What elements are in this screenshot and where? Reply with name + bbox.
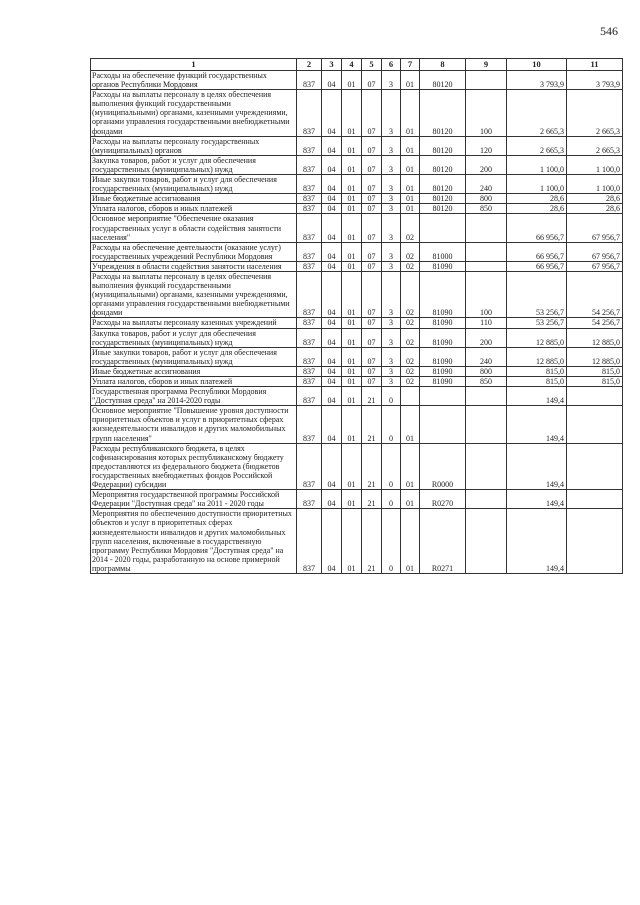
- cell-c9: 120: [466, 136, 507, 155]
- table-row: [91, 214, 623, 242]
- cell-c11: 815,0: [567, 366, 623, 376]
- cell-c4: 01: [342, 347, 362, 366]
- cell-c5: 07: [362, 204, 382, 214]
- table-body: [91, 71, 623, 574]
- cell-c3: 04: [322, 406, 342, 443]
- table-row: [91, 377, 623, 387]
- cell-c7: 02: [401, 318, 420, 328]
- cell-c10: 1 100,0: [507, 175, 567, 194]
- cell-c7: 01: [401, 175, 420, 194]
- table-row: [91, 194, 623, 204]
- cell-c4: 01: [342, 261, 362, 271]
- cell-c7: 02: [401, 347, 420, 366]
- cell-c6: 0: [382, 443, 401, 489]
- cell-c2: 837: [297, 509, 322, 574]
- cell-c8: 80120: [420, 136, 466, 155]
- cell-c8: [420, 214, 466, 242]
- cell-c4: 01: [342, 318, 362, 328]
- cell-c6: 3: [382, 155, 401, 174]
- cell-c4: 01: [342, 387, 362, 406]
- cell-c10: 2 665,3: [507, 90, 567, 136]
- cell-c2: 837: [297, 387, 322, 406]
- table-row: [91, 347, 623, 366]
- cell-c11: 2 665,3: [567, 90, 623, 136]
- cell-c7: 01: [401, 490, 420, 509]
- cell-c6: 3: [382, 261, 401, 271]
- cell-c11: 28,6: [567, 194, 623, 204]
- cell-c7: 01: [401, 90, 420, 136]
- cell-c8: 81090: [420, 261, 466, 271]
- cell-c5: 21: [362, 406, 382, 443]
- cell-c8: 80120: [420, 204, 466, 214]
- cell-c8: 80120: [420, 90, 466, 136]
- cell-c10: 815,0: [507, 366, 567, 376]
- table-row: [91, 271, 623, 317]
- cell-c3: 04: [322, 71, 342, 90]
- cell-c3: 04: [322, 271, 342, 317]
- cell-c11: 54 256,7: [567, 271, 623, 317]
- row-name-cell: Расходы на обеспечение деятельности (оказание услуг) государственных учреждений Республики Мордовия: [91, 242, 297, 261]
- cell-c9: [466, 406, 507, 443]
- column-header-6: 6: [382, 59, 401, 71]
- cell-c11: 2 665,3: [567, 136, 623, 155]
- cell-c4: 01: [342, 90, 362, 136]
- cell-c5: 21: [362, 509, 382, 574]
- row-name-cell: Основное мероприятие "Повышение уровня доступности приоритетных объектов и услуг в приоритетных сферах жизнедеятельности инвалидов и других маломобильных групп населения": [91, 406, 297, 443]
- cell-c3: 04: [322, 194, 342, 204]
- cell-c6: 0: [382, 490, 401, 509]
- cell-c2: 837: [297, 490, 322, 509]
- cell-c9: [466, 261, 507, 271]
- cell-c2: 837: [297, 318, 322, 328]
- cell-c6: 3: [382, 271, 401, 317]
- table-row: [91, 136, 623, 155]
- cell-c8: R0270: [420, 490, 466, 509]
- cell-c5: 07: [362, 136, 382, 155]
- cell-c2: 837: [297, 347, 322, 366]
- cell-c9: 100: [466, 271, 507, 317]
- cell-c7: 01: [401, 155, 420, 174]
- cell-c6: 3: [382, 242, 401, 261]
- column-header-10: 10: [507, 59, 567, 71]
- cell-c5: 07: [362, 194, 382, 204]
- cell-c10: 12 885,0: [507, 347, 567, 366]
- cell-c6: 3: [382, 136, 401, 155]
- cell-c10: 149,4: [507, 490, 567, 509]
- table-row: [91, 242, 623, 261]
- cell-c7: 01: [401, 71, 420, 90]
- cell-c10: 53 256,7: [507, 271, 567, 317]
- cell-c8: [420, 387, 466, 406]
- table-row: [91, 155, 623, 174]
- cell-c10: 3 793,9: [507, 71, 567, 90]
- cell-c8: 81090: [420, 366, 466, 376]
- cell-c10: 12 885,0: [507, 328, 567, 347]
- table-row: [91, 175, 623, 194]
- cell-c5: 07: [362, 214, 382, 242]
- cell-c6: 3: [382, 328, 401, 347]
- cell-c10: 66 956,7: [507, 242, 567, 261]
- cell-c10: 149,4: [507, 509, 567, 574]
- cell-c4: 01: [342, 406, 362, 443]
- cell-c2: 837: [297, 214, 322, 242]
- row-name-cell: Иные бюджетные ассигнования: [91, 366, 297, 376]
- cell-c10: 815,0: [507, 377, 567, 387]
- cell-c4: 01: [342, 155, 362, 174]
- cell-c7: 01: [401, 194, 420, 204]
- table-row: [91, 328, 623, 347]
- cell-c11: 3 793,9: [567, 71, 623, 90]
- cell-c11: [567, 443, 623, 489]
- cell-c11: 815,0: [567, 377, 623, 387]
- cell-c3: 04: [322, 136, 342, 155]
- cell-c11: 67 956,7: [567, 242, 623, 261]
- cell-c5: 07: [362, 318, 382, 328]
- cell-c11: [567, 509, 623, 574]
- cell-c2: 837: [297, 366, 322, 376]
- cell-c5: 07: [362, 242, 382, 261]
- cell-c9: [466, 71, 507, 90]
- cell-c10: 2 665,3: [507, 136, 567, 155]
- table-row: [91, 90, 623, 136]
- cell-c3: 04: [322, 509, 342, 574]
- cell-c3: 04: [322, 347, 342, 366]
- row-name-cell: Иные бюджетные ассигнования: [91, 194, 297, 204]
- cell-c5: 07: [362, 155, 382, 174]
- cell-c4: 01: [342, 377, 362, 387]
- cell-c8: 81000: [420, 242, 466, 261]
- cell-c3: 04: [322, 204, 342, 214]
- cell-c6: 3: [382, 90, 401, 136]
- row-name-cell: Мероприятия по обеспечению доступности приоритетных объектов и услуг в приоритетных сферах жизнедеятельности инвалидов и других маломобильных групп населения, включенные в государственную программу Республики Мордовия "Доступная среда" на 2014 - 2020 годы, разработанную на основе примерной программы: [91, 509, 297, 574]
- cell-c6: 3: [382, 318, 401, 328]
- cell-c7: 02: [401, 366, 420, 376]
- cell-c6: 3: [382, 366, 401, 376]
- cell-c8: [420, 406, 466, 443]
- cell-c5: 07: [362, 328, 382, 347]
- row-name-cell: Расходы на выплаты персоналу казенных учреждений: [91, 318, 297, 328]
- cell-c8: R0000: [420, 443, 466, 489]
- cell-c7: 01: [401, 204, 420, 214]
- cell-c4: 01: [342, 194, 362, 204]
- table-row: [91, 318, 623, 328]
- cell-c10: 1 100,0: [507, 155, 567, 174]
- row-name-cell: Иные закупки товаров, работ и услуг для обеспечения государственных (муниципальных) нужд: [91, 175, 297, 194]
- cell-c2: 837: [297, 443, 322, 489]
- cell-c8: 81090: [420, 328, 466, 347]
- page-number: 546: [600, 24, 618, 38]
- cell-c5: 07: [362, 261, 382, 271]
- table-row: [91, 204, 623, 214]
- cell-c2: 837: [297, 406, 322, 443]
- row-name-cell: Расходы на обеспечение функций государственных органов Республики Мордовия: [91, 71, 297, 90]
- cell-c11: 67 956,7: [567, 261, 623, 271]
- column-header-11: 11: [567, 59, 623, 71]
- cell-c4: 01: [342, 490, 362, 509]
- cell-c3: 04: [322, 387, 342, 406]
- cell-c9: 100: [466, 90, 507, 136]
- cell-c2: 837: [297, 328, 322, 347]
- row-name-cell: Расходы республиканского бюджета, в целях софинансирования которых республиканскому бюджету предоставляются из федерального бюджета (бюджетов государственных внебюджетных фондов Российской Федерации) субсидии: [91, 443, 297, 489]
- cell-c7: 01: [401, 443, 420, 489]
- table-row: [91, 509, 623, 574]
- cell-c4: 01: [342, 366, 362, 376]
- cell-c9: [466, 490, 507, 509]
- cell-c3: 04: [322, 242, 342, 261]
- row-name-cell: Расходы на выплаты персоналу в целях обеспечения выполнения функций государственными (муниципальными) органами, казенными учреждениями, органами управления государственными внебюджетными фондами: [91, 90, 297, 136]
- cell-c8: 81090: [420, 347, 466, 366]
- cell-c10: 28,6: [507, 194, 567, 204]
- cell-c3: 04: [322, 155, 342, 174]
- row-name-cell: Мероприятия государственной программы Российской Федерации "Доступная среда" на 2011 - 2020 годы: [91, 490, 297, 509]
- cell-c2: 837: [297, 155, 322, 174]
- cell-c7: 01: [401, 509, 420, 574]
- cell-c6: 3: [382, 347, 401, 366]
- cell-c8: 81090: [420, 377, 466, 387]
- cell-c9: 800: [466, 366, 507, 376]
- table-row: [91, 387, 623, 406]
- cell-c4: 01: [342, 242, 362, 261]
- cell-c2: 837: [297, 204, 322, 214]
- cell-c7: 02: [401, 377, 420, 387]
- cell-c3: 04: [322, 261, 342, 271]
- cell-c3: 04: [322, 328, 342, 347]
- cell-c5: 21: [362, 443, 382, 489]
- cell-c7: 02: [401, 214, 420, 242]
- cell-c2: 837: [297, 271, 322, 317]
- cell-c2: 837: [297, 175, 322, 194]
- cell-c4: 01: [342, 214, 362, 242]
- column-header-4: 4: [342, 59, 362, 71]
- cell-c5: 21: [362, 490, 382, 509]
- cell-c2: 837: [297, 261, 322, 271]
- cell-c11: [567, 406, 623, 443]
- cell-c10: 53 256,7: [507, 318, 567, 328]
- cell-c11: [567, 490, 623, 509]
- header-row: [91, 59, 623, 71]
- cell-c5: 07: [362, 71, 382, 90]
- cell-c11: [567, 387, 623, 406]
- cell-c9: [466, 387, 507, 406]
- cell-c3: 04: [322, 318, 342, 328]
- cell-c2: 837: [297, 90, 322, 136]
- cell-c11: 1 100,0: [567, 155, 623, 174]
- row-name-cell: Расходы на выплаты персоналу государственных (муниципальных) органов: [91, 136, 297, 155]
- cell-c6: 3: [382, 194, 401, 204]
- cell-c2: 837: [297, 377, 322, 387]
- cell-c2: 837: [297, 136, 322, 155]
- cell-c7: 02: [401, 261, 420, 271]
- cell-c9: [466, 509, 507, 574]
- row-name-cell: Иные закупки товаров, работ и услуг для обеспечения государственных (муниципальных) нужд: [91, 347, 297, 366]
- cell-c10: 28,6: [507, 204, 567, 214]
- cell-c9: 850: [466, 377, 507, 387]
- cell-c10: 149,4: [507, 387, 567, 406]
- cell-c5: 07: [362, 347, 382, 366]
- table-row: [91, 490, 623, 509]
- cell-c11: 28,6: [567, 204, 623, 214]
- cell-c10: 66 956,7: [507, 214, 567, 242]
- cell-c2: 837: [297, 71, 322, 90]
- cell-c2: 837: [297, 242, 322, 261]
- cell-c7: 01: [401, 406, 420, 443]
- cell-c3: 04: [322, 214, 342, 242]
- cell-c4: 01: [342, 71, 362, 90]
- cell-c10: 66 956,7: [507, 261, 567, 271]
- cell-c7: 02: [401, 242, 420, 261]
- table-row: [91, 443, 623, 489]
- cell-c9: 200: [466, 328, 507, 347]
- cell-c4: 01: [342, 136, 362, 155]
- cell-c9: 110: [466, 318, 507, 328]
- cell-c8: R0271: [420, 509, 466, 574]
- cell-c3: 04: [322, 366, 342, 376]
- cell-c9: 850: [466, 204, 507, 214]
- row-name-cell: Уплата налогов, сборов и иных платежей: [91, 377, 297, 387]
- cell-c8: 81090: [420, 271, 466, 317]
- column-header-9: 9: [466, 59, 507, 71]
- cell-c11: 1 100,0: [567, 175, 623, 194]
- cell-c7: 01: [401, 136, 420, 155]
- cell-c9: 800: [466, 194, 507, 204]
- cell-c5: 07: [362, 90, 382, 136]
- cell-c5: 07: [362, 271, 382, 317]
- cell-c8: 80120: [420, 175, 466, 194]
- column-header-2: 2: [297, 59, 322, 71]
- cell-c10: 149,4: [507, 406, 567, 443]
- cell-c4: 01: [342, 328, 362, 347]
- cell-c9: [466, 443, 507, 489]
- table-row: [91, 366, 623, 376]
- cell-c8: 80120: [420, 194, 466, 204]
- cell-c4: 01: [342, 271, 362, 317]
- cell-c8: 80120: [420, 71, 466, 90]
- cell-c9: 240: [466, 347, 507, 366]
- cell-c10: 149,4: [507, 443, 567, 489]
- cell-c6: 0: [382, 509, 401, 574]
- cell-c3: 04: [322, 377, 342, 387]
- cell-c7: 02: [401, 328, 420, 347]
- cell-c6: 3: [382, 204, 401, 214]
- cell-c9: [466, 214, 507, 242]
- cell-c4: 01: [342, 204, 362, 214]
- budget-table: [90, 58, 623, 574]
- cell-c8: 81090: [420, 318, 466, 328]
- cell-c3: 04: [322, 90, 342, 136]
- cell-c9: 200: [466, 155, 507, 174]
- column-header-3: 3: [322, 59, 342, 71]
- cell-c6: 3: [382, 71, 401, 90]
- row-name-cell: Уплата налогов, сборов и иных платежей: [91, 204, 297, 214]
- column-header-8: 8: [420, 59, 466, 71]
- cell-c5: 07: [362, 175, 382, 194]
- row-name-cell: Закупка товаров, работ и услуг для обеспечения государственных (муниципальных) нужд: [91, 155, 297, 174]
- table-row: [91, 261, 623, 271]
- row-name-cell: Закупка товаров, работ и услуг для обеспечения государственных (муниципальных) нужд: [91, 328, 297, 347]
- cell-c4: 01: [342, 175, 362, 194]
- row-name-cell: Учреждения в области содействия занятости населения: [91, 261, 297, 271]
- cell-c4: 01: [342, 443, 362, 489]
- cell-c2: 837: [297, 194, 322, 204]
- cell-c9: [466, 242, 507, 261]
- cell-c5: 21: [362, 387, 382, 406]
- cell-c11: 12 885,0: [567, 328, 623, 347]
- column-header-7: 7: [401, 59, 420, 71]
- cell-c4: 01: [342, 509, 362, 574]
- column-header-1: 1: [91, 59, 297, 71]
- row-name-cell: Расходы на выплаты персоналу в целях обеспечения выполнения функций государственными (муниципальными) органами, казенными учреждениями, органами управления государственными внебюджетными фондами: [91, 271, 297, 317]
- cell-c6: 3: [382, 175, 401, 194]
- cell-c6: 3: [382, 214, 401, 242]
- cell-c11: 54 256,7: [567, 318, 623, 328]
- column-header-5: 5: [362, 59, 382, 71]
- cell-c5: 07: [362, 377, 382, 387]
- cell-c6: 3: [382, 377, 401, 387]
- row-name-cell: Государственная программа Республики Мордовия "Доступная среда" на 2014-2020 годы: [91, 387, 297, 406]
- cell-c6: 0: [382, 406, 401, 443]
- row-name-cell: Основное мероприятие "Обеспечение оказания государственных услуг в области содействия занятости населения": [91, 214, 297, 242]
- cell-c9: 240: [466, 175, 507, 194]
- cell-c3: 04: [322, 443, 342, 489]
- cell-c7: [401, 387, 420, 406]
- table-row: [91, 71, 623, 90]
- cell-c3: 04: [322, 175, 342, 194]
- cell-c8: 80120: [420, 155, 466, 174]
- cell-c6: 0: [382, 387, 401, 406]
- cell-c11: 12 885,0: [567, 347, 623, 366]
- cell-c11: 67 956,7: [567, 214, 623, 242]
- cell-c3: 04: [322, 490, 342, 509]
- table-row: [91, 406, 623, 443]
- cell-c5: 07: [362, 366, 382, 376]
- cell-c7: 02: [401, 271, 420, 317]
